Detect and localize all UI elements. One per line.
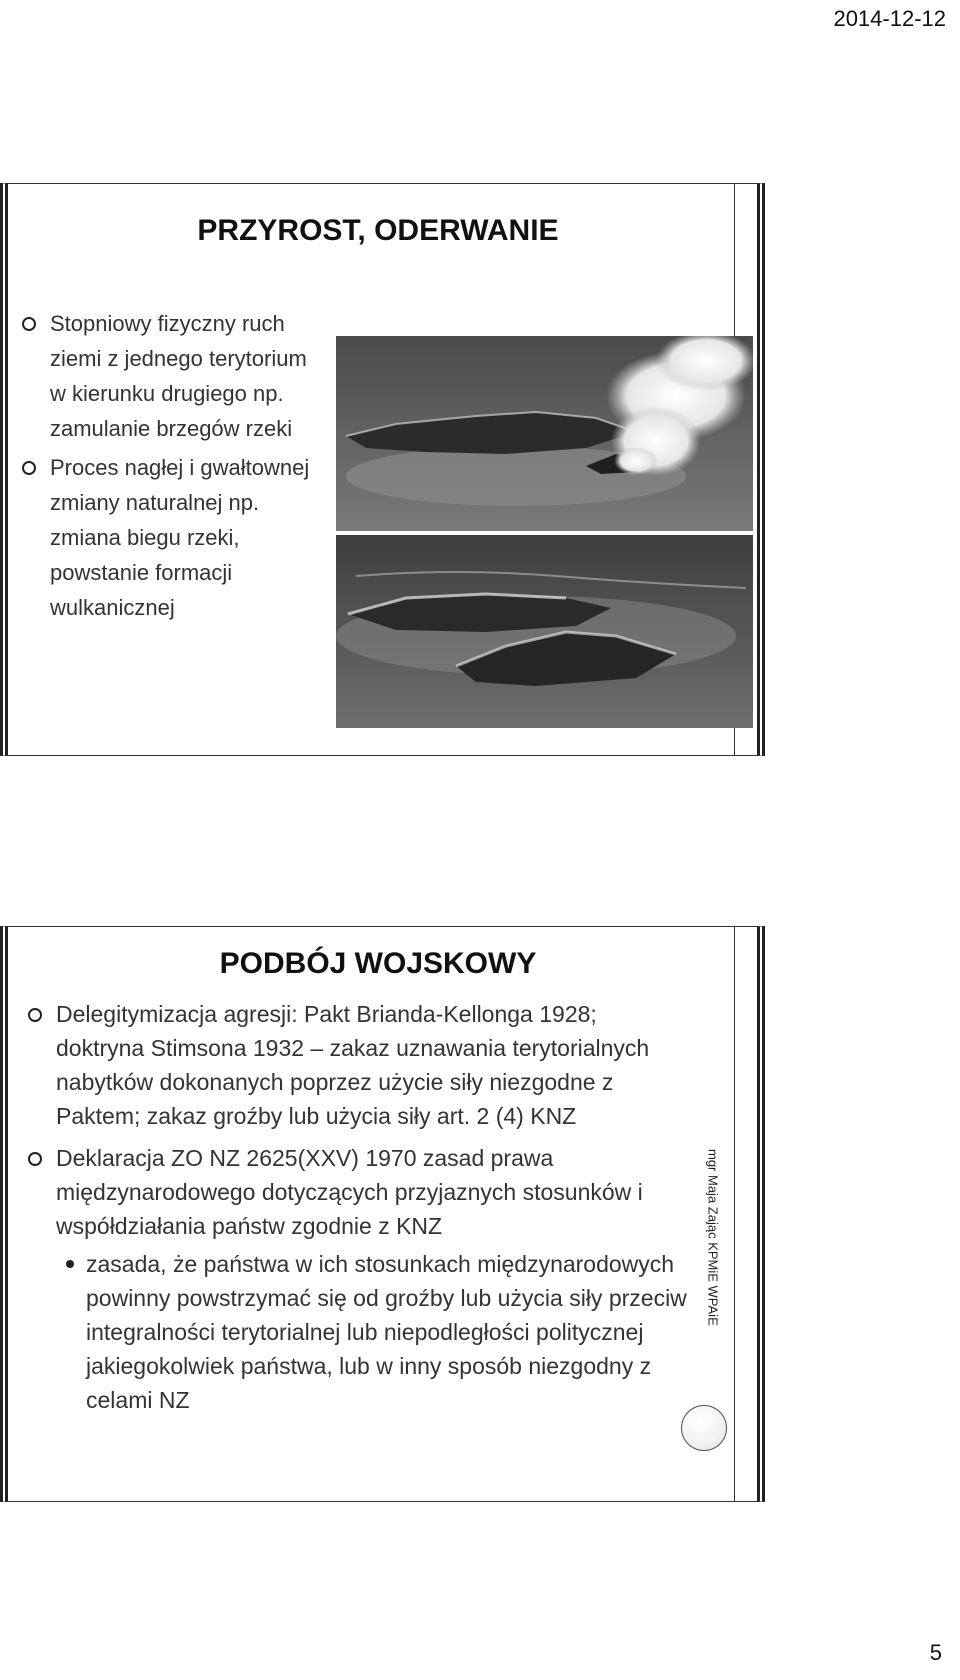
- slide-frame-line: [734, 927, 735, 1501]
- dot-bullet-icon: [66, 1260, 74, 1268]
- sub-bullet-text: zasada, że państwa w ich stosunkach międzynarodowych powinny powstrzymać się od groźby lub użycia siły przeciw integralności terytorialnej lub niepodległości politycznej jakiegokolwiek państwa, lub w inny sposób niezgodny z celami NZ: [86, 1251, 687, 1413]
- circle-bullet-icon: [28, 1008, 42, 1022]
- slide-accretion: [0, 183, 765, 756]
- bullet-item: [22, 450, 322, 625]
- logo-circle-icon: [681, 1405, 727, 1451]
- circle-bullet-icon: [22, 461, 36, 475]
- photo-top: [336, 336, 753, 531]
- bullet-text: Deklaracja ZO NZ 2625(XXV) 1970 zasad prawa międzynarodowego dotyczących przyjaznych stosunków i współdziałania państw zgodnie z KNZ: [56, 1145, 643, 1239]
- slide-military-conquest: [0, 926, 765, 1502]
- bullet-item: [28, 997, 688, 1133]
- page-date: 2014-12-12: [833, 6, 946, 31]
- volcanic-island-photo: [336, 336, 753, 728]
- bullet-item: [22, 306, 322, 446]
- sub-bullet-item: [56, 1247, 688, 1417]
- circle-bullet-icon: [22, 317, 36, 331]
- bullet-text: Stopniowy fizyczny ruch ziemi z jednego terytorium w kierunku drugiego np. zamulanie brzegów rzeki: [50, 311, 307, 441]
- circle-bullet-icon: [28, 1152, 42, 1166]
- photo-bottom: [336, 535, 753, 728]
- page-number: 5: [929, 1640, 942, 1665]
- author-label: mgr Maja Zając KPMiE WPAiE: [705, 1148, 721, 1326]
- slide-title: PODBÓJ WOJSKOWY: [219, 947, 537, 980]
- sub-bullet-list: [56, 1247, 688, 1417]
- bullet-text: Proces nagłej i gwałtownej zmiany naturalnej np. zmiana biegu rzeki, powstanie formacji wulkanicznej: [50, 455, 310, 620]
- bullet-list: [22, 306, 322, 629]
- bullet-list: [28, 997, 688, 1425]
- slide-title: PRZYROST, ODERWANIE: [197, 214, 559, 247]
- bullet-text: Delegitymizacja agresji: Pakt Brianda-Kellonga 1928; doktryna Stimsona 1932 – zakaz uznawania terytorialnych nabytków dokonanych poprzez użycie siły niezgodne z Paktem; zakaz groźby lub użycia siły art. 2 (4) KNZ: [56, 1001, 650, 1129]
- bullet-item: [28, 1141, 688, 1417]
